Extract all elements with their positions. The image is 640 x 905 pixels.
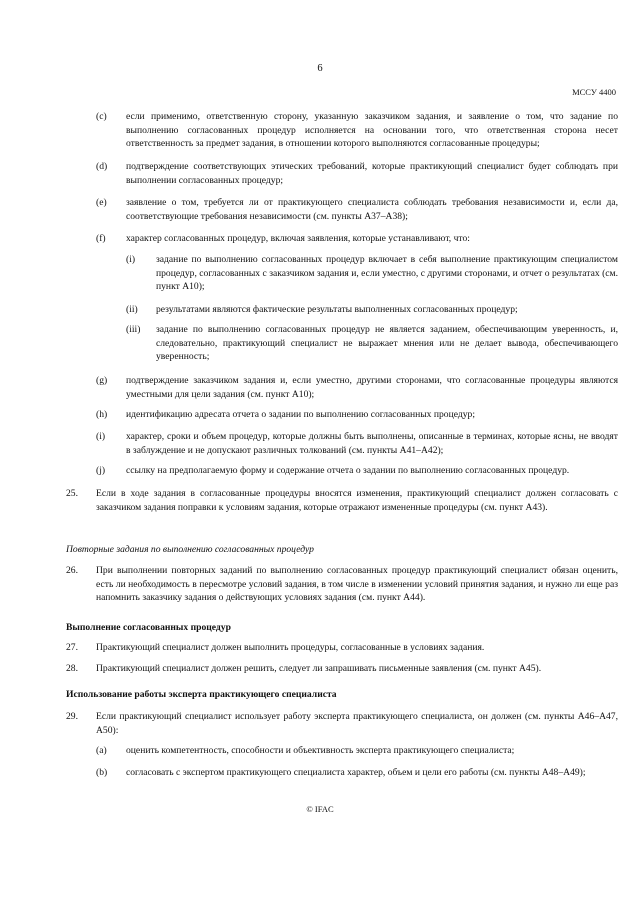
sub-item-label: (ii) [126, 304, 138, 315]
paragraph-text: Если в ходе задания в согласованные процедуры вносятся изменения, практикующий специалист должен согласовать с заказчиком задания поправки к условиям задания, которые отражают измененные процедуры (см. пункт А43). [96, 488, 618, 513]
sub-item-label: (iii) [126, 324, 141, 335]
standard-code: МССУ 4400 [572, 87, 616, 97]
item-text: ссылку на предполагаемую форму и содержание отчета о задании по выполнению согласованных процедур. [126, 465, 570, 476]
item-text: характер, сроки и объем процедур, которые должны быть выполнены, описанные в терминах, которые ясны, не вводят в заблуждение и не допускают различных толкований (см. пункты А41–А42); [126, 431, 618, 456]
sub-item-label: (i) [126, 254, 136, 265]
item-text: идентификацию адресата отчета о задании по выполнению согласованных процедур; [126, 409, 476, 420]
paragraph-27 [66, 641, 618, 655]
item-label: (e) [96, 197, 107, 208]
item-text: оценить компетентность, способности и объективность эксперта практикующего специалиста; [126, 745, 515, 756]
paragraph-text: Практикующий специалист должен решить, следует ли запрашивать письменные заявления (см. пункт А45). [96, 663, 542, 674]
list-item [96, 232, 618, 246]
subheading-recurring-engagements: Повторные задания по выполнению согласованных процедур [66, 544, 314, 555]
paragraph-number: 27. [66, 642, 78, 653]
paragraph-number: 26. [66, 565, 78, 576]
heading-using-expert: Использование работы эксперта практикующего специалиста [66, 689, 337, 700]
list-item [96, 160, 618, 187]
item-text: если применимо, ответственную сторону, указанную заказчиком задания, и заявление о том, что задание по выполнению согласованных процедур исполняется на основании того, что ответственная сторона несет ответственность за предмет задания, в отношении которого выполняются согласованные процедуры; [126, 111, 618, 149]
list-item [96, 464, 618, 478]
paragraph-text: При выполнении повторных заданий по выполнению согласованных процедур практикующий специалист обязан оценить, есть ли необходимость в пересмотре условий задания, в том числе в изменении условий принятия задания, и нужно ли еще раз напомнить заказчику задания о действующих условиях задания (см. пункт А44). [96, 565, 618, 603]
paragraph-text: Если практикующий специалист использует работу эксперта практикующего специалиста, он должен (см. пункты А46–А47, А50): [96, 711, 618, 736]
list-item [96, 110, 618, 151]
page-number: 6 [317, 63, 323, 74]
list-item [96, 374, 618, 401]
item-label: (a) [96, 745, 107, 756]
item-label: (h) [96, 409, 108, 420]
item-label: (i) [96, 431, 106, 442]
paragraph-number: 29. [66, 711, 78, 722]
paragraph-26 [66, 564, 618, 605]
paragraph-28 [66, 662, 618, 676]
list-item [96, 744, 618, 758]
paragraph-text: Практикующий специалист должен выполнить процедуры, согласованные в условиях задания. [96, 642, 485, 653]
sub-list-item [126, 323, 618, 364]
paragraph-25 [66, 487, 618, 514]
sub-item-text: результатами являются фактические результаты выполненных согласованных процедур; [156, 304, 518, 315]
item-text: подтверждение соответствующих этических требований, которые практикующий специалист будет соблюдать при выполнении согласованных процедур; [126, 161, 618, 186]
list-item [96, 766, 618, 780]
paragraph-number: 28. [66, 663, 78, 674]
item-text: характер согласованных процедур, включая заявления, которые устанавливают, что: [126, 233, 470, 244]
sub-item-text: задание по выполнению согласованных процедур не является заданием, обеспечивающим уверенность, и, следовательно, практикующий специалист не выражает мнения или не делает вывода, обеспечивающего уверенность; [156, 324, 618, 362]
list-item [96, 196, 618, 223]
item-text: подтверждение заказчиком задания и, если уместно, другими сторонами, что согласованные процедуры являются уместными для цели задания (см. пункт А10); [126, 375, 618, 400]
item-label: (g) [96, 375, 108, 386]
sub-item-text: задание по выполнению согласованных процедур включает в себя выполнение практикующим специалистом процедур, согласованных с заказчиком задания и, если уместно, с другими сторонами, и отчет о результатах (см. пункт А10); [156, 254, 618, 292]
heading-performing-procedures: Выполнение согласованных процедур [66, 622, 231, 633]
item-label: (d) [96, 161, 108, 172]
list-item [96, 408, 618, 422]
sub-list-item [126, 303, 618, 317]
paragraph-29 [66, 710, 618, 737]
item-label: (j) [96, 465, 106, 476]
item-text: согласовать с экспертом практикующего специалиста характер, объем и цели его работы (см. пункты А48–А49); [126, 767, 586, 778]
item-label: (b) [96, 767, 108, 778]
item-label: (c) [96, 111, 107, 122]
paragraph-number: 25. [66, 488, 78, 499]
item-label: (f) [96, 233, 106, 244]
footer-copyright: © IFAC [306, 804, 334, 814]
sub-list-item [126, 253, 618, 294]
list-item [96, 430, 618, 457]
item-text: заявление о том, требуется ли от практикующего специалиста соблюдать требования независимости и, если да, соответствующие требования независимости (см. пункты А37–А38); [126, 197, 618, 222]
